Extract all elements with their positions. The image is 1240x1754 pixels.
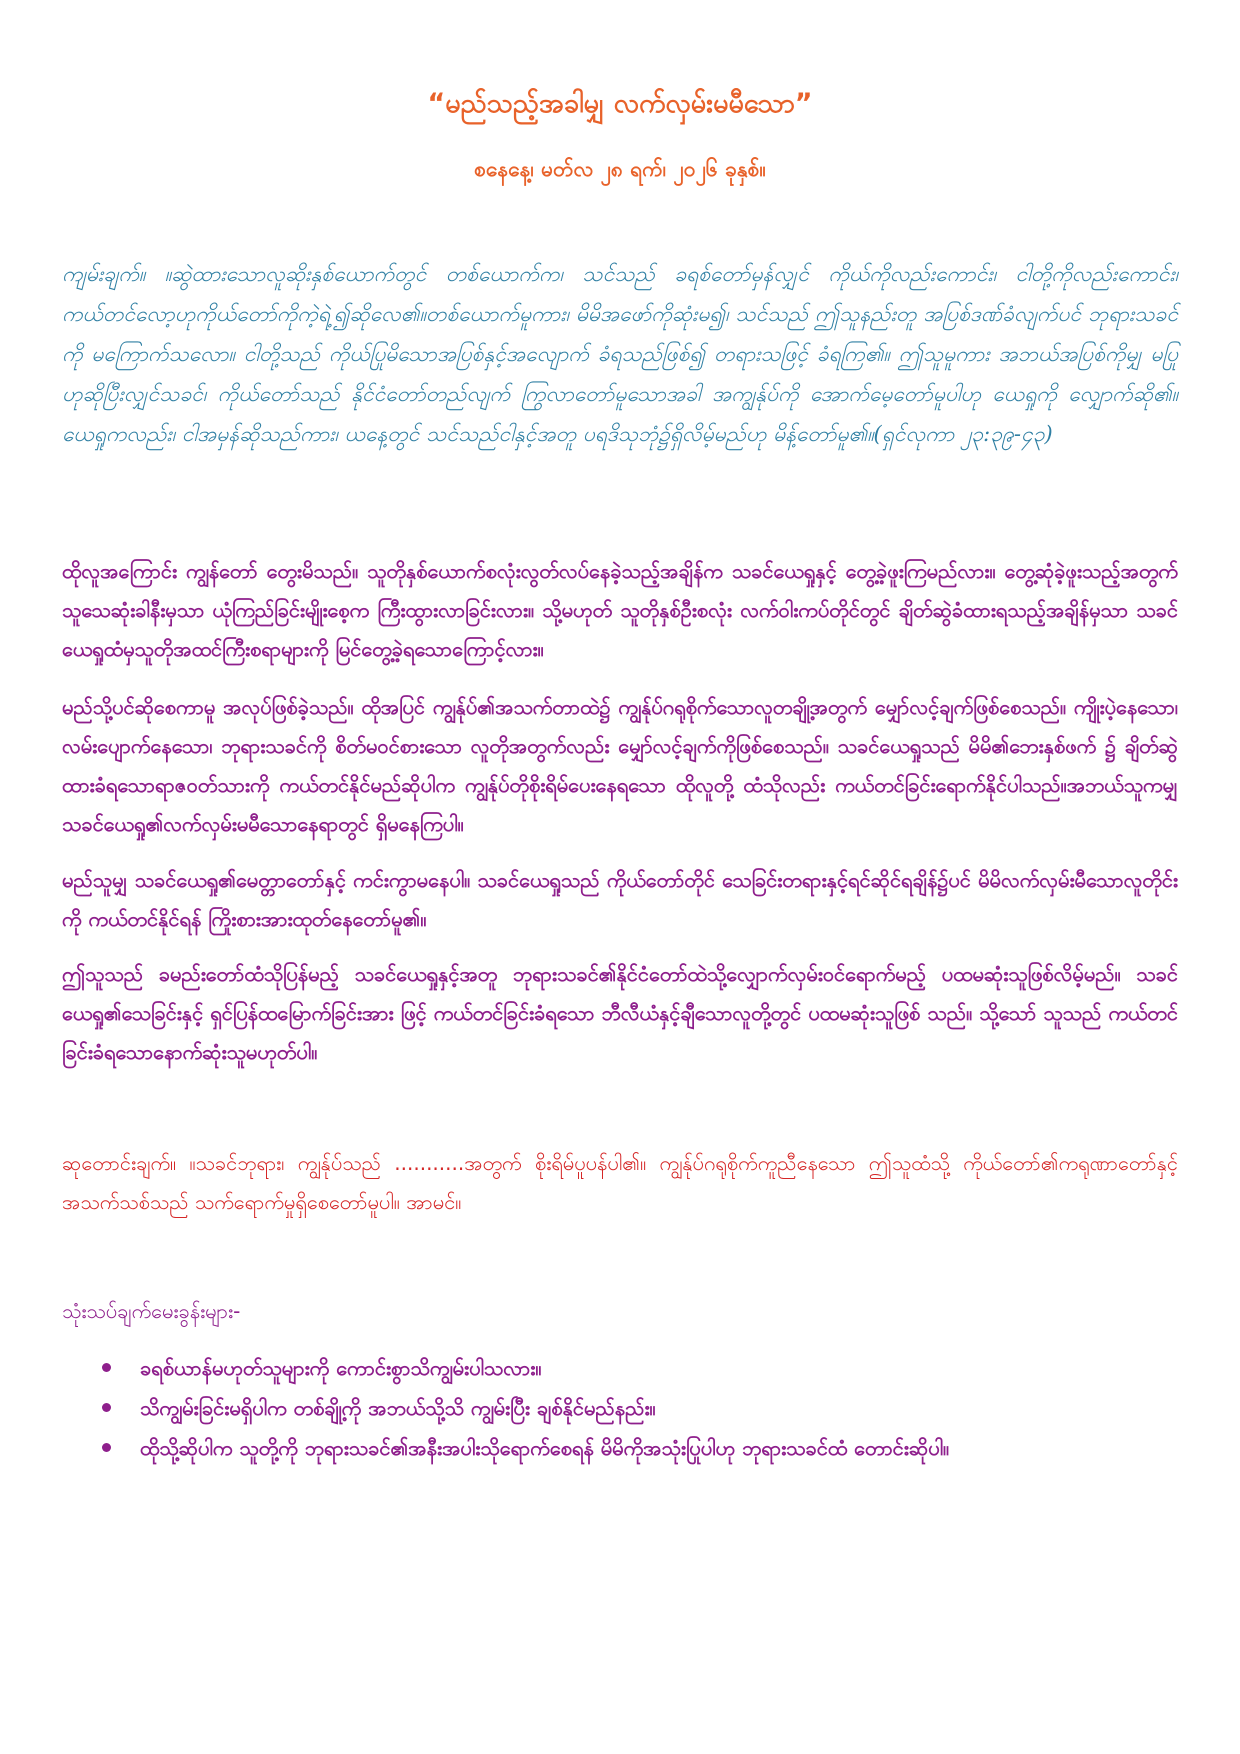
question-item (102, 1348, 1162, 1388)
devotional-title: “မည်သည့်အခါမျှ လက်လှမ်းမမီသော” (427, 88, 813, 119)
prayer-paragraph: ဆုတောင်းချက်။ ။သခင်ဘုရား၊ ကျွန်ုပ်သည် ...........အတွက် စိုးရိမ်ပူပန်ပါ၏။ ကျွန်ုပ်ဂရုစိုက်ကူညီနေသော ဤသူထံသို့ ကိုယ်တော်၏ကရုဏာတော်နှင့် အသက်သစ်သည် သက်ရောက်မှုရှိစေတော်မူပါ။ အာမင်။ (62, 1151, 1178, 1214)
bullet-icon (102, 1363, 111, 1372)
question-item (102, 1388, 1162, 1428)
question-text: သိကျွမ်းခြင်းမရှိပါက တစ်ချို့ကို အဘယ်သို့သိ ကျွမ်းပြီး ချစ်နိုင်မည်နည်း။ (140, 1396, 656, 1420)
body-paragraph-2: မည်သို့ပင်ဆိုစေကာမူ အလုပ်ဖြစ်ခဲ့သည်။ ထိုအပြင် ကျွန်ုပ်၏အသက်တာထဲ၌ ကျွန်ုပ်ဂရုစိုက်သောလူတချို့အတွက် မျှော်လင့်ချက်ဖြစ်စေသည်။ ကျိုးပဲ့နေသော၊ လမ်းပျောက်နေသော၊ ဘုရားသခင်ကို စိတ်မဝင်စားသော လူတိုအတွက်လည်း မျှော်လင့်ချက်ကိုဖြစ်စေသည်။ သခင်ယေရှုသည် မိမိ၏ဘေးနှစ်ဖက် ၌ ချိတ်ဆွဲထားခံရသောရာဇဝတ်သားကို ကယ်တင်နိုင်မည်ဆိုပါက ကျွန်ုပ်တိုစိုးရိမ်ပေးနေရသော ထိုလူတို့ ထံသိုလည်း ကယ်တင်ခြင်းရောက်နိုင်ပါသည်။အဘယ်သူကမျှ သခင်ယေရှု၏လက်လှမ်းမမီသောနေရာတွင် ရှိမနေကြပါ။ (62, 695, 1178, 836)
scripture-passage: ကျမ်းချက်။ ။ဆွဲထားသောလူဆိုးနှစ်ယောက်တွင် တစ်ယောက်က၊ သင်သည် ခရစ်တော်မှန်လျှင် ကိုယ်ကိုလည်းကောင်း၊ ငါတို့ကိုလည်းကောင်း၊ ကယ်တင်လော့ဟုကိုယ်တော်ကိုကဲ့ရဲ့၍ဆိုလေ၏။တစ်ယောက်မူကား၊ မိမိအဖော်ကိုဆုံးမ၍၊ သင်သည် ဤသူနည်းတူ အပြစ်ဒဏ်ခံလျက်ပင် ဘုရားသခင်ကို မကြောက်သလော။ ငါတို့သည် ကိုယ်ပြုမိသောအပြစ်နှင့်အလျောက် ခံရသည်ဖြစ်၍ တရားသဖြင့် ခံရကြ၏။ ဤသူမူကား အဘယ်အပြစ်ကိုမျှ မပြုဟုဆိုပြီးလျှင်သခင်၊ ကိုယ်တော်သည် နိုင်ငံတော်တည်လျက် ကြွလာတော်မူသောအခါ အကျွန်ုပ်ကို အောက်မေ့တော်မူပါဟု ယေရှုကို လျှောက်ဆို၏။ ယေရှုကလည်း၊ ငါအမှန်ဆိုသည်ကား၊ ယနေ့တွင် သင်သည်ငါနှင့်အတူ ပရဒိသုဘုံ၌ရှိလိမ့်မည်ဟု မိန့်တော်မူ၏။(ရှင်လုကာ ၂၃:၃၉-၄၃) (62, 262, 1178, 446)
body-paragraph-1: ထိုလူအကြောင်း ကျွန်တော် တွေးမိသည်။ သူတိုနှစ်ယောက်စလုံးလွတ်လပ်နေခဲ့သည့်အချိန်က သခင်ယေရှုနှင့် တွေ့ခဲ့ဖူးကြမည်လား။ တွေ့ဆုံခဲ့ဖူးသည့်အတွက် သူသေဆုံးခါနီးမှသာ ယုံကြည်ခြင်းမျိုးစေ့က ကြီးထွားလာခြင်းလား။ သို့မဟုတ် သူတိုနှစ်ဦးစလုံး လက်ဝါးကပ်တိုင်တွင် ချိတ်ဆွဲခံထားရသည့်အချိန်မှသာ သခင်ယေရှုထံမှသူတိုအထင်ကြီးစရာများကို မြင်တွေ့ခဲ့ရသောကြောင့်လား။ (62, 559, 1178, 661)
body-paragraph-3: မည်သူမျှ သခင်ယေရှု၏မေတ္တာတော်နှင့် ကင်းကွာမနေပါ။ သခင်ယေရှုသည် ကိုယ်တော်တိုင် သေခြင်းတရားနှင့်ရင်ဆိုင်ရချိန်၌ပင် မိမိလက်လှမ်းမီသောလူတိုင်းကို ကယ်တင်နိုင်ရန် ကြိုးစားအားထုတ်နေတော်မူ၏။ (62, 868, 1178, 931)
question-text: ထိုသို့ဆိုပါက သူတို့ကို ဘုရားသခင်၏အနီးအပါးသိုရောက်စေရန် မိမိကိုအသုံးပြုပါဟု ဘုရားသခင်ထံ တောင်းဆိုပါ။ (140, 1436, 950, 1460)
document-page (62, 0, 1178, 1754)
body-paragraph-4: ဤသူသည် ခမည်းတော်ထံသိုပြန်မည့် သခင်ယေရှုနှင့်အတူ ဘုရားသခင်၏နိုင်ငံတော်ထဲသို့လျှောက်လှမ်းဝင်ရောက်မည့် ပထမဆုံးသူဖြစ်လိမ့်မည်။ သခင်ယေရှု၏သေခြင်းနှင့် ရှင်ပြန်ထမြောက်ခြင်းအား ဖြင့် ကယ်တင်ခြင်းခံရသော ဘီလီယံနှင့်ချီသောလူတို့တွင် ပထမဆုံးသူဖြစ် သည်။ သို့သော် သူသည် ကယ်တင်ခြင်းခံရသောနောက်ဆုံးသူမဟုတ်ပါ။ (62, 962, 1178, 1064)
devotional-date: စနေနေ့၊ မတ်လ ၂၈ ရက်၊ ၂၀၂၆ ခုနှစ်။ (474, 157, 766, 181)
bullet-icon (102, 1403, 111, 1412)
question-text: ခရစ်ယာန်မဟုတ်သူများကို ကောင်းစွာသိကျွမ်းပါသလား။ (140, 1356, 542, 1380)
question-item (102, 1428, 1162, 1468)
bullet-icon (102, 1443, 111, 1452)
reflection-questions-list (102, 1348, 1162, 1468)
questions-heading: သုံးသပ်ချက်မေးခွန်းများ- (62, 1299, 241, 1323)
